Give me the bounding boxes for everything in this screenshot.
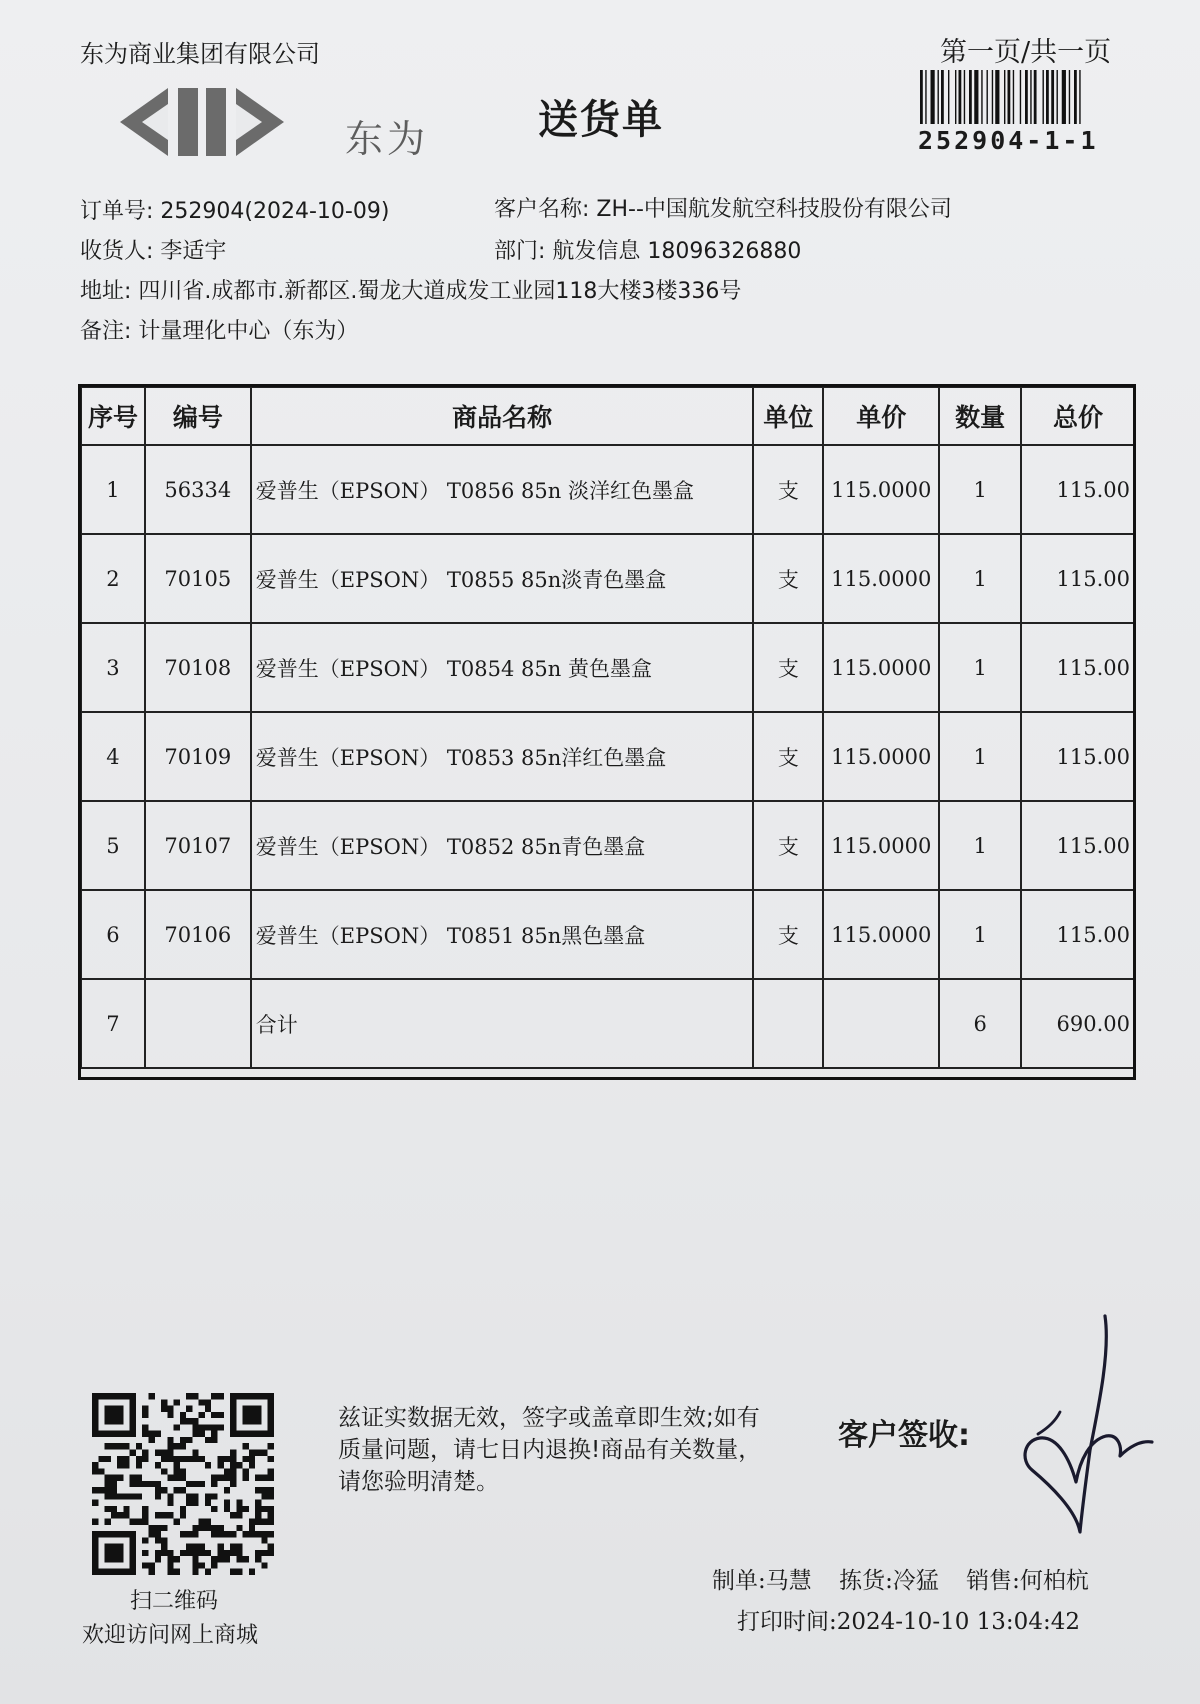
notice-text: 兹证实数据无效，签字或盖章即生效;如有质量问题，请七日内退换!商品有关数量，请您验明清楚。 xyxy=(338,1405,762,1495)
receiver-label: 收货人: xyxy=(80,239,154,264)
cell-code: 70107 xyxy=(145,801,251,890)
header-total: 总价 xyxy=(1021,387,1135,445)
cell-unit: 支 xyxy=(753,623,823,712)
cell-total: 115.00 xyxy=(1021,712,1135,801)
cell-total: 115.00 xyxy=(1021,445,1135,534)
address-label: 地址: xyxy=(80,279,132,304)
qr-caption: 扫二维码 xyxy=(130,1589,219,1614)
cell-qty: 1 xyxy=(939,712,1021,801)
table-header-row xyxy=(81,387,1135,445)
customer-row xyxy=(494,192,952,223)
order-number-label: 订单号: xyxy=(80,199,154,224)
company-name: 东为商业集团有限公司 xyxy=(80,40,320,68)
items-table xyxy=(80,386,1136,1069)
cell-total: 115.00 xyxy=(1021,890,1135,979)
cell-total-label: 合计 xyxy=(251,979,754,1068)
maker: 制单:马慧 xyxy=(712,1568,812,1594)
table-total-row xyxy=(81,979,1135,1068)
receiver-row xyxy=(80,234,226,265)
department-value: 航发信息 18096326880 xyxy=(552,239,802,264)
document-title: 送货单 xyxy=(538,97,664,143)
cell-code: 56334 xyxy=(145,445,251,534)
order-number-row xyxy=(80,194,389,225)
customer-sign-label: 客户签收: xyxy=(838,1418,970,1453)
staff-row xyxy=(712,1562,1109,1595)
cell-name: 爱普生（EPSON） T0854 85n 黄色墨盒 xyxy=(251,623,754,712)
cell-total: 115.00 xyxy=(1021,801,1135,890)
cell-name: 爱普生（EPSON） T0855 85n淡青色墨盒 xyxy=(251,534,754,623)
cell-unit: 支 xyxy=(753,445,823,534)
table-row xyxy=(81,890,1135,979)
cell-seq: 3 xyxy=(81,623,145,712)
receiver-value: 李适宇 xyxy=(160,239,227,264)
address-row xyxy=(80,274,741,305)
cell-price: 115.0000 xyxy=(823,623,939,712)
barcode-number: 252904-1-1 xyxy=(918,126,1099,155)
cell-code-empty xyxy=(145,979,251,1068)
cell-seq: 5 xyxy=(81,801,145,890)
barcode xyxy=(918,70,1130,124)
cell-price: 115.0000 xyxy=(823,712,939,801)
header-seq: 序号 xyxy=(81,387,145,445)
header-unit: 单位 xyxy=(753,387,823,445)
cell-total: 115.00 xyxy=(1021,623,1135,712)
cell-seq: 1 xyxy=(81,445,145,534)
cell-qty: 1 xyxy=(939,623,1021,712)
customer-label: 客户名称: xyxy=(494,197,590,222)
page-info: 第一页/共一页 xyxy=(940,37,1112,68)
table-row xyxy=(81,534,1135,623)
cell-grand-total: 690.00 xyxy=(1021,979,1135,1068)
header-price: 单价 xyxy=(823,387,939,445)
cell-name: 爱普生（EPSON） T0852 85n青色墨盒 xyxy=(251,801,754,890)
department-label: 部门: xyxy=(494,239,546,264)
table-row xyxy=(81,801,1135,890)
cell-code: 70108 xyxy=(145,623,251,712)
cell-seq: 6 xyxy=(81,890,145,979)
cell-name: 爱普生（EPSON） T0856 85n 淡洋红色墨盒 xyxy=(251,445,754,534)
header-code: 编号 xyxy=(145,387,251,445)
cell-qty: 1 xyxy=(939,890,1021,979)
cell-price: 115.0000 xyxy=(823,534,939,623)
cell-qty: 1 xyxy=(939,534,1021,623)
company-logo xyxy=(120,82,320,162)
cell-name: 爱普生（EPSON） T0851 85n黑色墨盒 xyxy=(251,890,754,979)
cell-price: 115.0000 xyxy=(823,801,939,890)
cell-total-qty: 6 xyxy=(939,979,1021,1068)
cell-name: 爱普生（EPSON） T0853 85n洋红色墨盒 xyxy=(251,712,754,801)
handwritten-signature xyxy=(1010,1310,1160,1540)
address-value: 四川省.成都市.新都区.蜀龙大道成发工业园118大楼3楼336号 xyxy=(138,279,742,304)
cell-unit: 支 xyxy=(753,534,823,623)
table-row xyxy=(81,445,1135,534)
cell-price: 115.0000 xyxy=(823,890,939,979)
table-row xyxy=(81,712,1135,801)
remark-label: 备注: xyxy=(80,319,132,344)
cell-qty: 1 xyxy=(939,445,1021,534)
qr-caption-mall: 欢迎访问网上商城 xyxy=(82,1623,259,1648)
remark-value: 计量理化中心（东为） xyxy=(138,319,359,344)
cell-price-empty xyxy=(823,979,939,1068)
cell-code: 70106 xyxy=(145,890,251,979)
print-time: 打印时间:2024-10-10 13:04:42 xyxy=(737,1609,1080,1635)
sales: 销售:何柏杭 xyxy=(966,1568,1089,1594)
cell-total: 115.00 xyxy=(1021,534,1135,623)
cell-seq: 7 xyxy=(81,979,145,1068)
header-name: 商品名称 xyxy=(251,387,754,445)
header-qty: 数量 xyxy=(939,387,1021,445)
remark-row xyxy=(80,314,358,345)
cell-qty: 1 xyxy=(939,801,1021,890)
customer-value: ZH--中国航发航空科技股份有限公司 xyxy=(596,197,952,222)
cell-unit-empty xyxy=(753,979,823,1068)
order-number-value: 252904(2024-10-09) xyxy=(160,199,390,224)
cell-unit: 支 xyxy=(753,712,823,801)
table-row xyxy=(81,623,1135,712)
cell-seq: 4 xyxy=(81,712,145,801)
cell-seq: 2 xyxy=(81,534,145,623)
department-row xyxy=(494,234,801,265)
cell-price: 115.0000 xyxy=(823,445,939,534)
cell-unit: 支 xyxy=(753,890,823,979)
cell-code: 70109 xyxy=(145,712,251,801)
cell-code: 70105 xyxy=(145,534,251,623)
picker: 拣货:冷猛 xyxy=(839,1568,939,1594)
qr-code xyxy=(92,1393,274,1575)
cell-unit: 支 xyxy=(753,801,823,890)
logo-text: 东为 xyxy=(345,117,430,161)
